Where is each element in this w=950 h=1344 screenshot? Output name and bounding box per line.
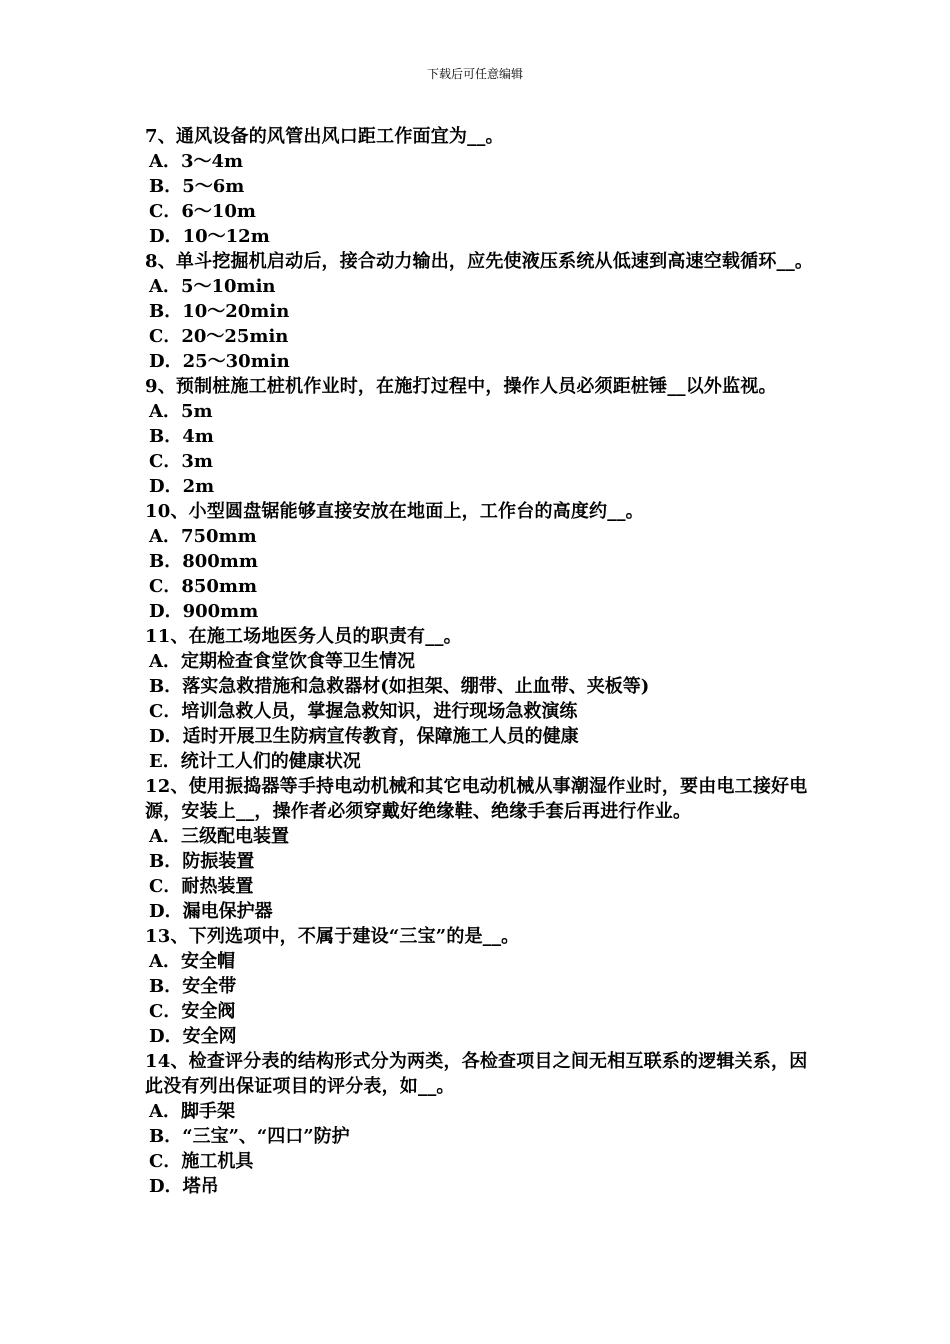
question-11: [145, 624, 825, 774]
option-c: C．20～25min: [149, 326, 289, 347]
option-c: C．施工机具: [149, 1151, 254, 1172]
option-b: B．10～20min: [149, 301, 290, 322]
question-text: 13、下列选项中，不属于建设“三宝”的是__。: [145, 926, 520, 947]
option-b: B．800mm: [149, 551, 258, 572]
option-a: A．安全帽: [149, 951, 235, 972]
question-list: [145, 124, 825, 1199]
option-a: A．750mm: [149, 526, 257, 547]
option-a: A．5～10min: [149, 276, 276, 297]
question-13: [145, 924, 825, 1049]
option-c: C．3m: [149, 451, 213, 472]
option-c: C．安全阀: [149, 1001, 236, 1022]
option-c: C．850mm: [149, 576, 257, 597]
option-d: D．漏电保护器: [149, 901, 273, 922]
option-d: D．25～30min: [149, 351, 290, 372]
option-b: B．防振装置: [149, 851, 255, 872]
option-d: D．适时开展卫生防病宣传教育，保障施工人员的健康: [149, 726, 579, 747]
option-e: E．统计工人们的健康状况: [149, 751, 361, 772]
option-b: B．5～6m: [149, 176, 245, 197]
option-c: C．耐热装置: [149, 876, 254, 897]
option-b: B．“三宝”、“四口”防护: [149, 1126, 350, 1147]
question-9: [145, 374, 825, 499]
option-b: B．落实急救措施和急救器材(如担架、绷带、止血带、夹板等): [149, 676, 650, 697]
question-7: [145, 124, 825, 249]
option-d: D．900mm: [149, 601, 259, 622]
question-text: 10、小型圆盘锯能够直接安放在地面上，工作台的高度约__。: [145, 501, 644, 522]
option-d: D．安全网: [149, 1026, 237, 1047]
option-c: C．6～10m: [149, 201, 256, 222]
option-b: B．4m: [149, 426, 214, 447]
question-8: [145, 249, 825, 374]
question-text: 7、通风设备的风管出风口距工作面宜为__。: [145, 126, 504, 147]
question-text: 14、检查评分表的结构形式分为两类，各检查项目之间无相互联系的逻辑关系，因此没有列出保证项目的评分表，如__。: [145, 1051, 808, 1097]
option-a: A．3～4m: [149, 151, 244, 172]
question-text: 11、在施工场地医务人员的职责有__。: [145, 626, 462, 647]
option-d: D．10～12m: [149, 226, 270, 247]
option-a: A．脚手架: [149, 1101, 235, 1122]
question-12: [145, 774, 825, 924]
option-a: A．定期检查食堂饮食等卫生情况: [149, 651, 415, 672]
question-14: [145, 1049, 825, 1199]
option-a: A．三级配电装置: [149, 826, 289, 847]
page-header: 下载后可任意编辑: [426, 67, 523, 81]
option-c: C．培训急救人员，掌握急救知识，进行现场急救演练: [149, 701, 578, 722]
option-a: A．5m: [149, 401, 213, 422]
option-b: B．安全带: [149, 976, 237, 997]
question-text: 9、预制桩施工桩机作业时，在施打过程中，操作人员必须距桩锤__以外监视。: [145, 376, 777, 397]
question-10: [145, 499, 825, 624]
question-text: 12、使用振捣器等手持电动机械和其它电动机械从事潮湿作业时，要由电工接好电源，安装上__，操作者必须穿戴好绝缘鞋、绝缘手套后再进行作业。: [145, 776, 808, 822]
option-d: D．塔吊: [149, 1176, 219, 1197]
question-text: 8、单斗挖掘机启动后，接合动力输出，应先使液压系统从低速到高速空载循环__。: [145, 251, 814, 272]
option-d: D．2m: [149, 476, 215, 497]
